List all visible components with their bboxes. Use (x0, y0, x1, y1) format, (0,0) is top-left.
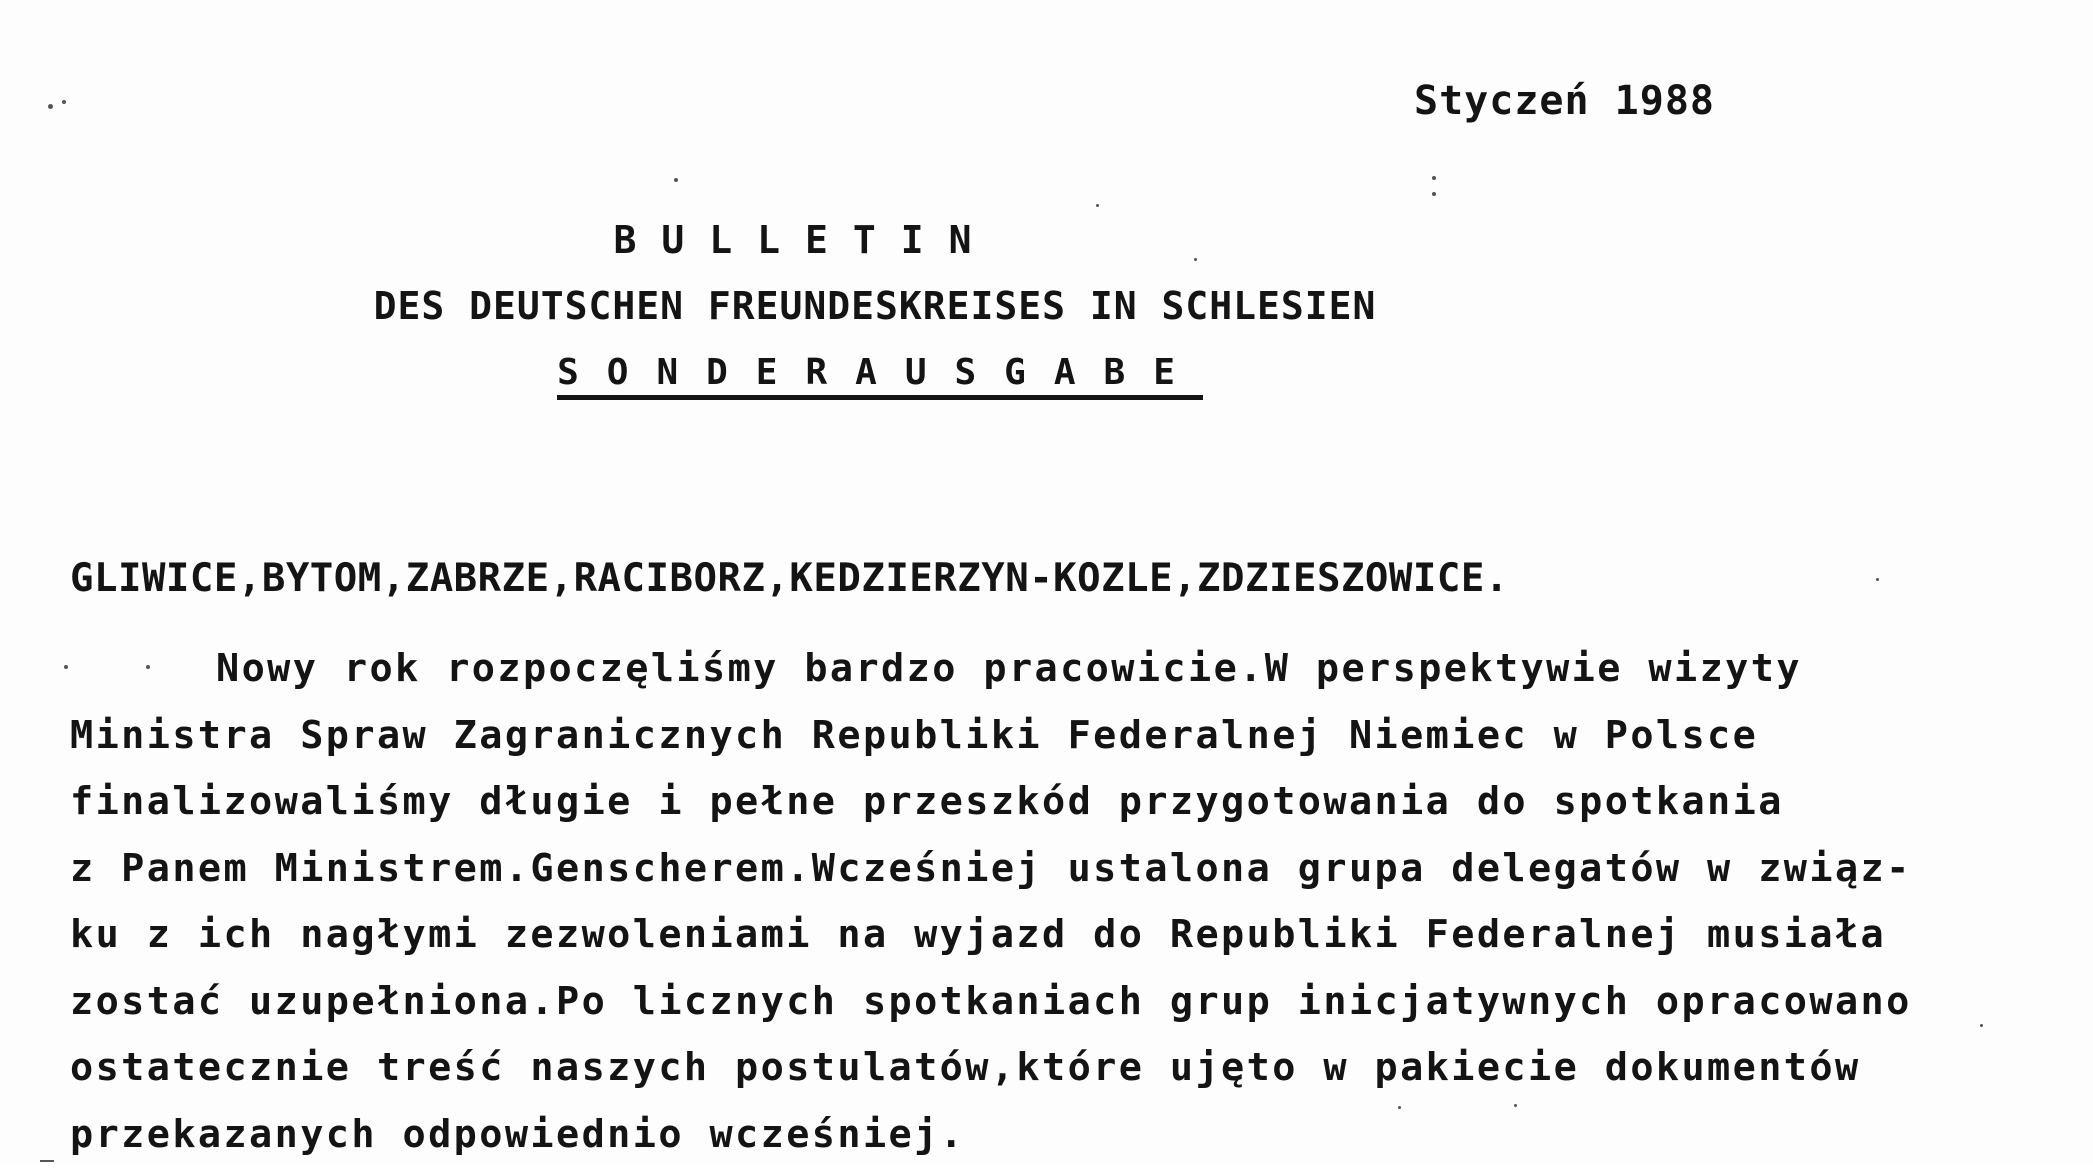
body-line: z Panem Ministrem.Genscherem.Wcześniej ustalona grupa delegatów w związ- (70, 836, 2080, 903)
organization-title: DES DEUTSCHEN FREUNDESKREISES IN SCHLESIEN (0, 284, 1800, 328)
scan-speck (48, 104, 53, 109)
scan-speck (1194, 258, 1197, 261)
body-line: ku z ich nagłymi zezwoleniami na wyjazd do Republiki Federalnej musiała (70, 902, 2080, 969)
special-edition-title (0, 352, 1805, 393)
scan-speck (40, 1160, 54, 1162)
scan-speck (1432, 176, 1436, 180)
body-line: Nowy rok rozpoczęliśmy bardzo pracowicie.W perspektywie wizyty (70, 636, 2080, 703)
bulletin-title: BULLETIN (0, 218, 1730, 262)
scan-speck (146, 665, 150, 669)
places-heading: GLIWICE,BYTOM,ZABRZE,RACIBORZ,KEDZIERZYN-KOZLE,ZDZIESZOWICE. (70, 556, 1509, 601)
scan-speck (1096, 204, 1099, 207)
scan-speck (1398, 1106, 1401, 1109)
body-line: zostać uzupełniona.Po licznych spotkaniach grup inicjatywnych opracowano (70, 969, 2080, 1036)
scan-speck (1876, 578, 1879, 581)
document-date: Styczeń 1988 (1414, 78, 1715, 124)
scan-speck (62, 100, 66, 104)
scan-speck (1432, 192, 1436, 196)
scan-speck (1514, 1104, 1517, 1107)
body-line: finalizowaliśmy długie i pełne przeszkód przygotowania do spotkania (70, 769, 2080, 836)
body-line: Ministra Spraw Zagranicznych Republiki Federalnej Niemiec w Polsce (70, 703, 2080, 770)
scan-speck (1980, 1024, 1983, 1027)
body-paragraph (70, 636, 2080, 1168)
body-line: ostatecznie treść naszych postulatów,które ujęto w pakiecie dokumentów (70, 1035, 2080, 1102)
special-edition-label: SONDERAUSGABE (557, 352, 1203, 400)
scan-speck (674, 178, 678, 182)
body-line: przekazanych odpowiednio wcześniej. (70, 1102, 2080, 1168)
scan-speck (64, 665, 68, 669)
